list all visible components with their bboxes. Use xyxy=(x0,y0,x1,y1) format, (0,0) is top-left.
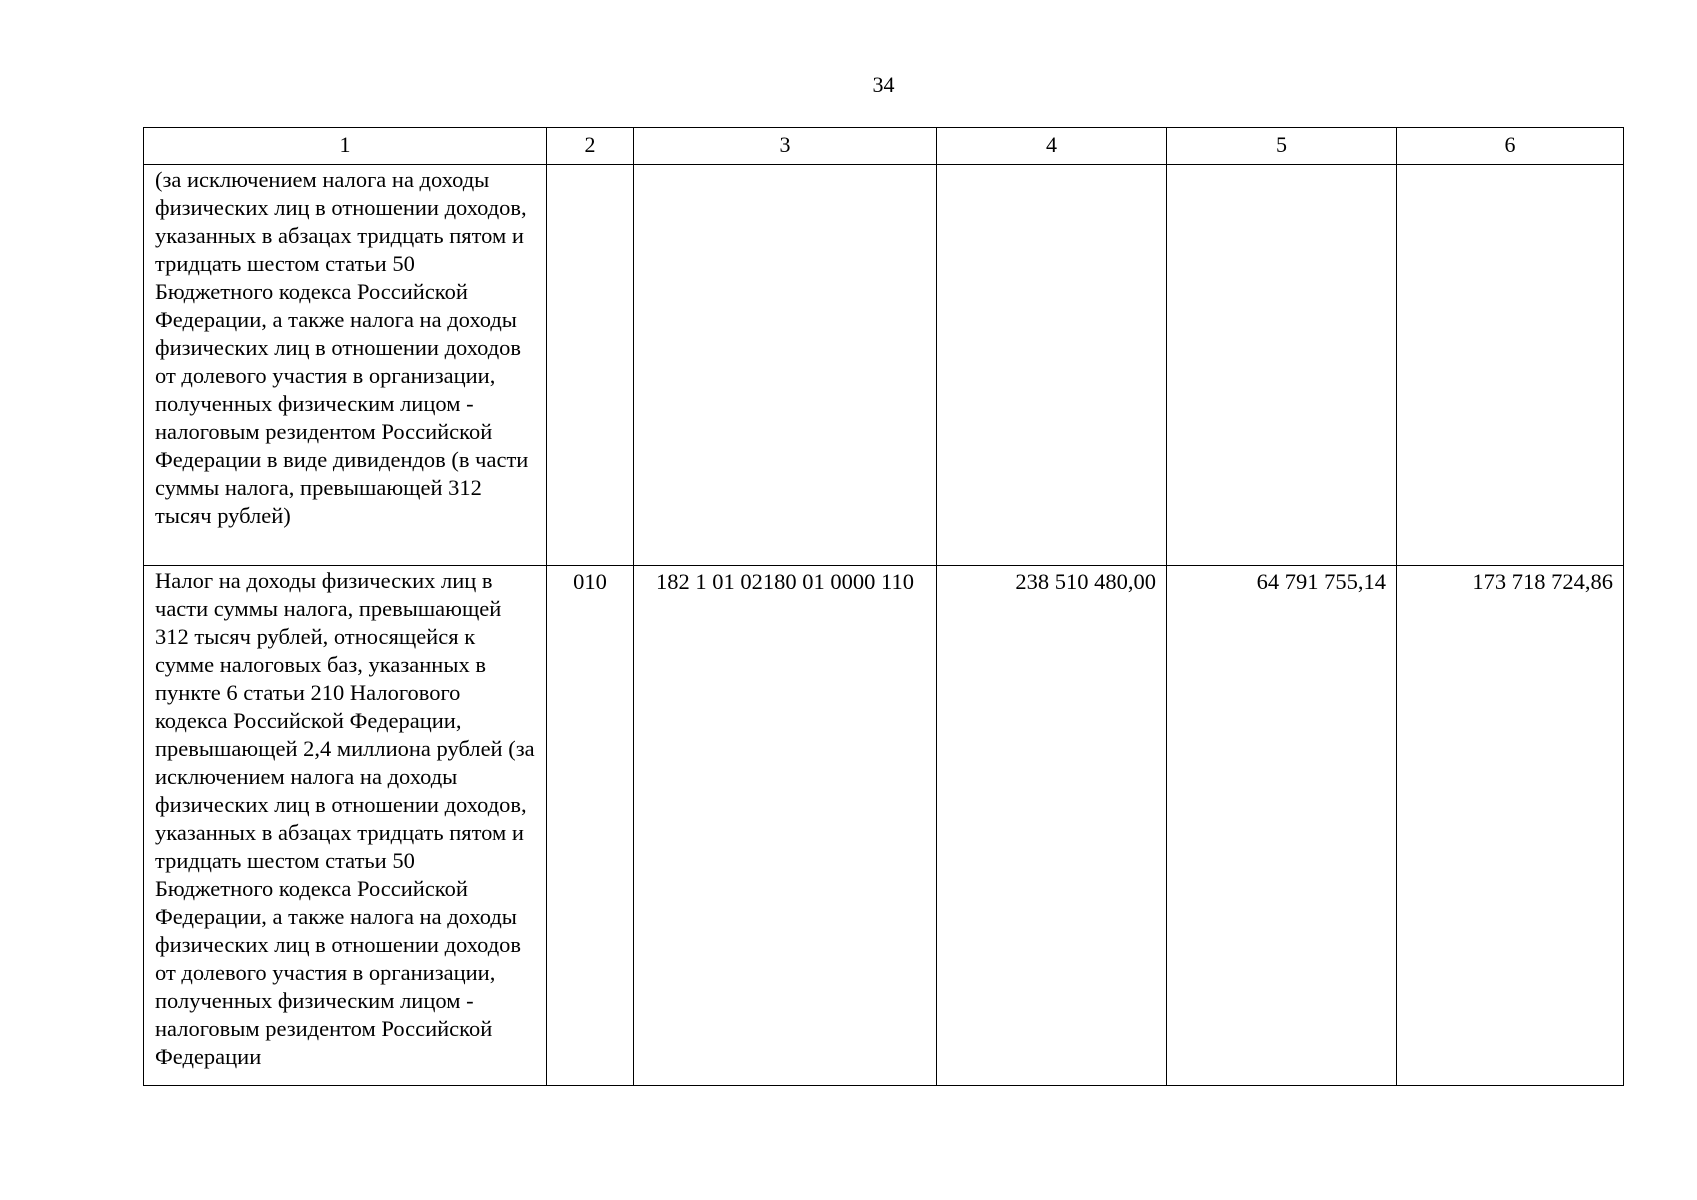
amount-cell-col4 xyxy=(937,165,1167,566)
column-header-6: 6 xyxy=(1397,128,1624,165)
budget-classification-code-cell xyxy=(634,165,937,566)
row-code-cell xyxy=(547,165,634,566)
income-name-cell: Налог на доходы физических лиц в части суммы налога, превышающей 312 тысяч рублей, относящейся к сумме налоговых баз, указанных в пункте 6 статьи 210 Налогового кодекса Российской Федерации, превышающей 2,4 миллиона рублей (за исключением налога на доходы физических лиц в отношении доходов, указанных в абзацах тридцать пятом и тридцать шестом статьи 50 Бюджетного кодекса Российской Федерации, а также налога на доходы физических лиц в отношении доходов от долевого участия в организации, полученных физическим лицом - налоговым резидентом Российской Федерации xyxy=(144,566,547,1086)
amount-cell-col5: 64 791 755,14 xyxy=(1167,566,1397,1086)
column-header-1: 1 xyxy=(144,128,547,165)
income-name-cell: (за исключением налога на доходы физических лиц в отношении доходов, указанных в абзацах тридцать пятом и тридцать шестом статьи 50 Бюджетного кодекса Российской Федерации, а также налога на доходы физических лиц в отношении доходов от долевого участия в организации, полученных физическим лицом - налоговым резидентом Российской Федерации в виде дивидендов (в части суммы налога, превышающей 312 тысяч рублей) xyxy=(144,165,547,566)
amount-cell-col6 xyxy=(1397,165,1624,566)
table-row xyxy=(144,165,1624,566)
column-header-5: 5 xyxy=(1167,128,1397,165)
column-header-3: 3 xyxy=(634,128,937,165)
page-number: 34 xyxy=(872,72,895,97)
amount-cell-col4: 238 510 480,00 xyxy=(937,566,1167,1086)
column-header-2: 2 xyxy=(547,128,634,165)
table-header-row xyxy=(144,128,1624,165)
amount-cell-col5 xyxy=(1167,165,1397,566)
column-header-4: 4 xyxy=(937,128,1167,165)
amount-cell-col6: 173 718 724,86 xyxy=(1397,566,1624,1086)
budget-classification-code-cell: 182 1 01 02180 01 0000 110 xyxy=(634,566,937,1086)
row-code-cell: 010 xyxy=(547,566,634,1086)
table-row xyxy=(144,566,1624,1086)
budget-table xyxy=(143,127,1624,1086)
